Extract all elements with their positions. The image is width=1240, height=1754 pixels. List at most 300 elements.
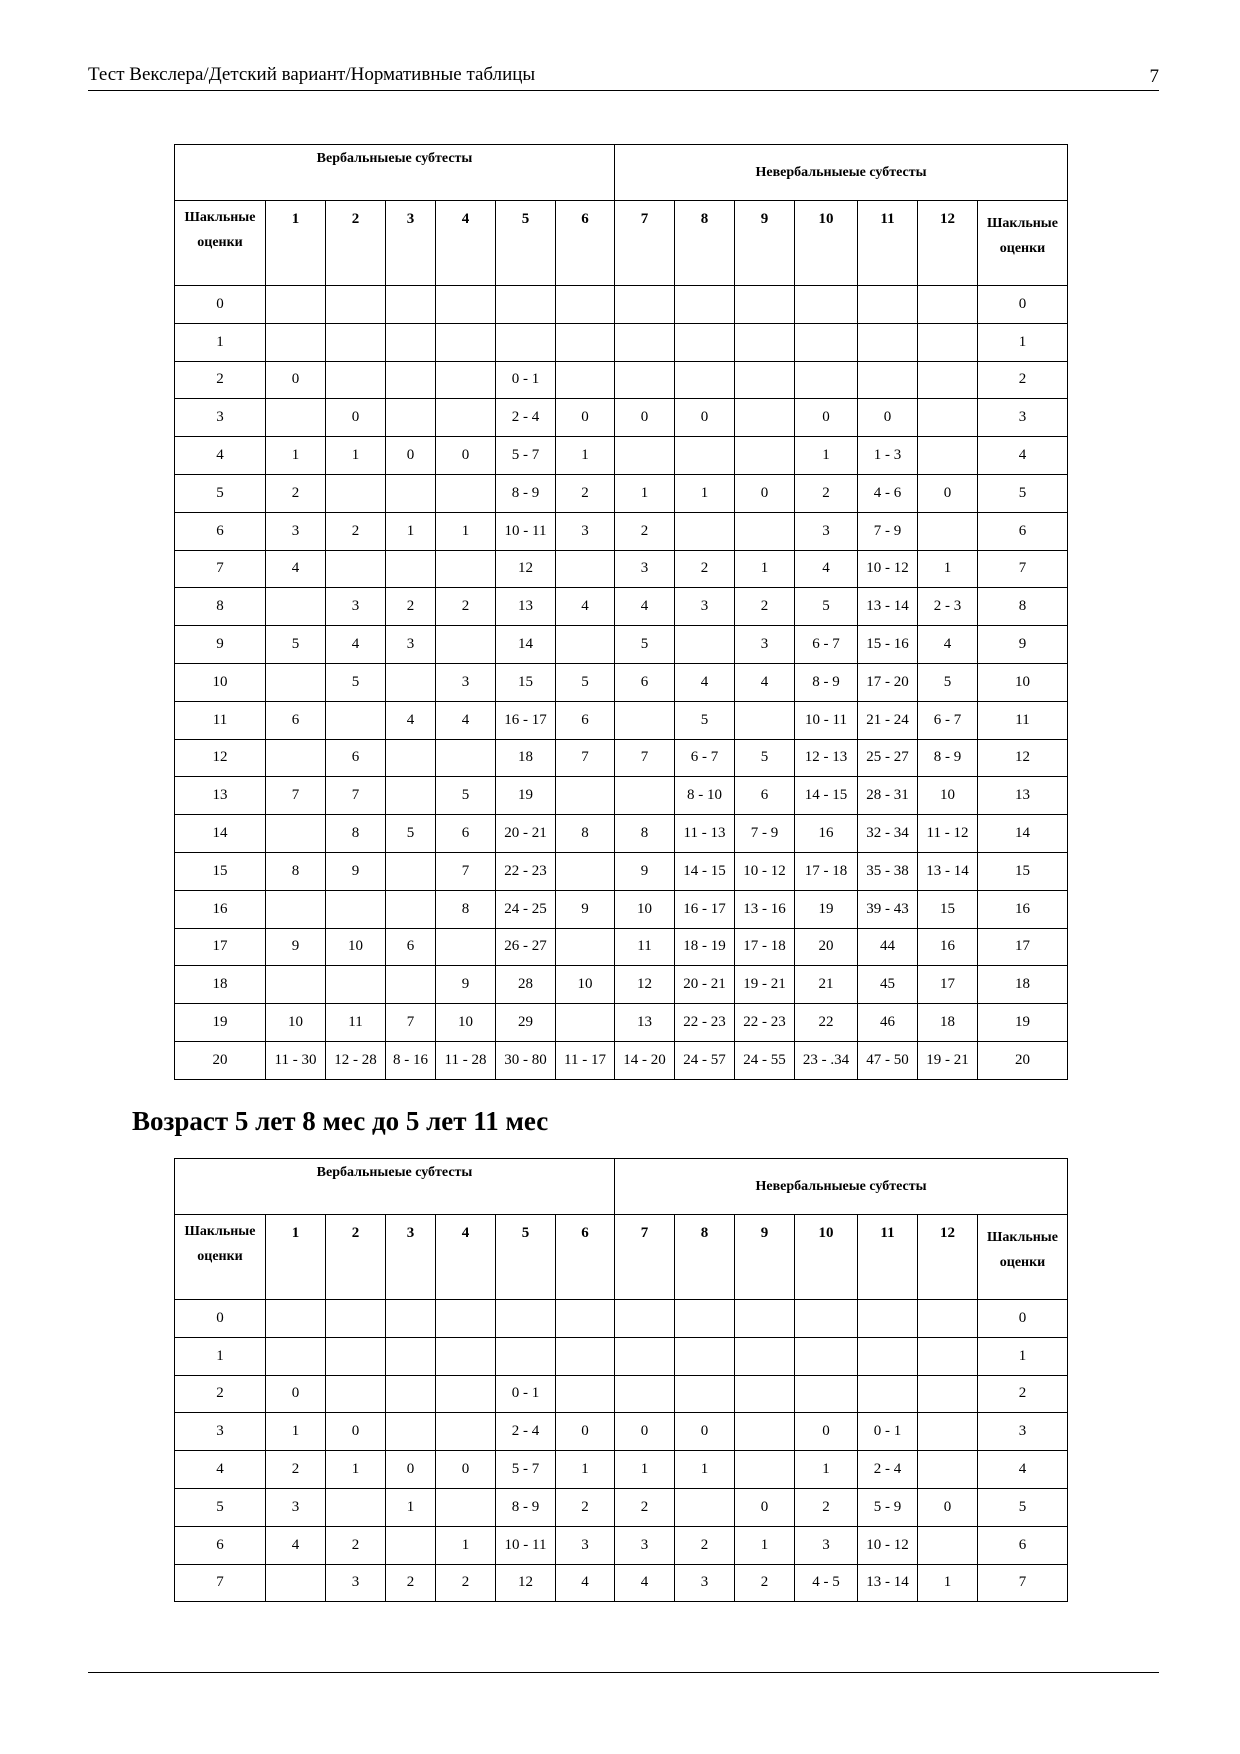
subtest-number: 12 — [918, 1215, 978, 1300]
raw-score-cell — [735, 1413, 795, 1451]
raw-score-cell — [556, 928, 615, 966]
raw-score-cell — [436, 1375, 496, 1413]
table-row — [175, 777, 1068, 815]
raw-score-cell — [386, 361, 436, 399]
raw-score-cell: 1 — [386, 1488, 436, 1526]
raw-score-cell: 5 — [795, 588, 858, 626]
raw-score-cell — [858, 1337, 918, 1375]
raw-score-cell — [615, 777, 675, 815]
subtest-number: 4 — [436, 1215, 496, 1300]
raw-score-cell: 26 - 27 — [496, 928, 556, 966]
scale-score-cell: 16 — [175, 890, 266, 928]
raw-score-cell: 14 - 15 — [795, 777, 858, 815]
raw-score-cell — [326, 1300, 386, 1338]
raw-score-cell: 10 - 12 — [858, 1526, 918, 1564]
raw-score-cell: 7 - 9 — [858, 512, 918, 550]
raw-score-cell: 6 — [556, 701, 615, 739]
raw-score-cell: 16 — [918, 928, 978, 966]
raw-score-cell: 0 — [675, 1413, 735, 1451]
table-row — [175, 1451, 1068, 1489]
raw-score-cell: 3 — [266, 512, 326, 550]
raw-score-cell: 4 — [386, 701, 436, 739]
header-title: Тест Векслера/Детский вариант/Нормативные таблицы — [88, 64, 536, 85]
raw-score-cell: 9 — [556, 890, 615, 928]
raw-score-cell — [436, 323, 496, 361]
raw-score-cell: 1 — [615, 1451, 675, 1489]
raw-score-cell: 1 — [735, 1526, 795, 1564]
table-row — [175, 626, 1068, 664]
raw-score-cell: 12 — [496, 1564, 556, 1602]
table-row — [175, 1413, 1068, 1451]
subtest-number: 9 — [735, 201, 795, 286]
raw-score-cell: 3 — [326, 1564, 386, 1602]
raw-score-cell — [436, 626, 496, 664]
raw-score-cell: 4 — [556, 1564, 615, 1602]
raw-score-cell — [675, 437, 735, 475]
raw-score-cell — [326, 890, 386, 928]
raw-score-cell: 17 - 20 — [858, 663, 918, 701]
raw-score-cell: 0 — [675, 399, 735, 437]
raw-score-cell — [386, 323, 436, 361]
raw-score-cell — [386, 1337, 436, 1375]
raw-score-cell — [735, 361, 795, 399]
raw-score-cell: 16 — [795, 815, 858, 853]
table-row — [175, 550, 1068, 588]
raw-score-cell: 5 — [386, 815, 436, 853]
table-row — [175, 1337, 1068, 1375]
scale-score-cell: 3 — [978, 399, 1068, 437]
raw-score-cell: 5 — [675, 701, 735, 739]
raw-score-cell: 0 — [795, 399, 858, 437]
raw-score-cell — [266, 966, 326, 1004]
raw-score-cell — [858, 323, 918, 361]
raw-score-cell — [675, 286, 735, 324]
raw-score-cell — [326, 701, 386, 739]
table-row — [175, 852, 1068, 890]
raw-score-cell — [436, 550, 496, 588]
raw-score-cell — [615, 361, 675, 399]
subtest-number: 2 — [326, 201, 386, 286]
raw-score-cell: 5 — [436, 777, 496, 815]
scale-score-cell: 1 — [175, 323, 266, 361]
raw-score-cell: 30 - 80 — [496, 1041, 556, 1079]
scale-score-cell: 5 — [978, 1488, 1068, 1526]
subtest-number: 3 — [386, 201, 436, 286]
table-row — [175, 701, 1068, 739]
raw-score-cell — [266, 890, 326, 928]
raw-score-cell: 3 — [795, 1526, 858, 1564]
raw-score-cell: 7 — [615, 739, 675, 777]
raw-score-cell: 2 — [326, 512, 386, 550]
raw-score-cell: 13 - 16 — [735, 890, 795, 928]
raw-score-cell: 4 — [795, 550, 858, 588]
raw-score-cell: 3 — [326, 588, 386, 626]
raw-score-cell — [496, 286, 556, 324]
subtest-number: 11 — [858, 1215, 918, 1300]
scale-score-cell: 8 — [978, 588, 1068, 626]
scale-score-cell: 2 — [175, 361, 266, 399]
raw-score-cell: 10 - 11 — [496, 512, 556, 550]
scale-score-cell: 20 — [175, 1041, 266, 1079]
raw-score-cell: 10 - 11 — [795, 701, 858, 739]
raw-score-cell: 8 - 9 — [918, 739, 978, 777]
raw-score-cell — [266, 1337, 326, 1375]
raw-score-cell — [858, 286, 918, 324]
scale-score-cell: 2 — [175, 1375, 266, 1413]
raw-score-cell — [675, 1375, 735, 1413]
scale-score-label: Шакльные оценки — [175, 201, 266, 286]
subtest-number: 1 — [266, 1215, 326, 1300]
raw-score-cell: 7 — [436, 852, 496, 890]
raw-score-cell: 2 — [735, 1564, 795, 1602]
subtest-number: 6 — [556, 1215, 615, 1300]
table-row — [175, 890, 1068, 928]
raw-score-cell — [556, 323, 615, 361]
scale-score-cell: 1 — [978, 323, 1068, 361]
scale-score-cell: 12 — [978, 739, 1068, 777]
raw-score-cell: 12 — [615, 966, 675, 1004]
raw-score-cell — [386, 890, 436, 928]
raw-score-cell: 7 — [386, 1004, 436, 1042]
raw-score-cell: 32 - 34 — [858, 815, 918, 853]
scale-score-cell: 16 — [978, 890, 1068, 928]
scale-score-cell: 3 — [978, 1413, 1068, 1451]
raw-score-cell: 18 — [918, 1004, 978, 1042]
raw-score-cell: 7 - 9 — [735, 815, 795, 853]
raw-score-cell: 0 — [326, 1413, 386, 1451]
raw-score-cell: 5 — [556, 663, 615, 701]
raw-score-cell: 2 — [326, 1526, 386, 1564]
raw-score-cell — [735, 437, 795, 475]
table-row — [175, 1041, 1068, 1079]
raw-score-cell: 0 - 1 — [496, 1375, 556, 1413]
raw-score-cell: 10 — [266, 1004, 326, 1042]
raw-score-cell: 2 — [386, 1564, 436, 1602]
raw-score-cell: 0 — [386, 437, 436, 475]
scale-score-cell: 7 — [978, 1564, 1068, 1602]
raw-score-cell: 5 — [615, 626, 675, 664]
raw-score-cell: 1 — [556, 1451, 615, 1489]
scale-score-cell: 4 — [978, 1451, 1068, 1489]
scale-score-cell: 7 — [978, 550, 1068, 588]
raw-score-cell — [386, 474, 436, 512]
raw-score-cell: 2 — [266, 474, 326, 512]
raw-score-cell — [735, 323, 795, 361]
raw-score-cell: 8 — [326, 815, 386, 853]
raw-score-cell: 12 - 28 — [326, 1041, 386, 1079]
raw-score-cell: 0 — [436, 1451, 496, 1489]
raw-score-cell — [556, 286, 615, 324]
raw-score-cell: 1 — [266, 437, 326, 475]
raw-score-cell: 10 — [556, 966, 615, 1004]
raw-score-cell: 2 — [795, 1488, 858, 1526]
raw-score-cell: 45 — [858, 966, 918, 1004]
table-row — [175, 1488, 1068, 1526]
scale-score-cell: 0 — [978, 1300, 1068, 1338]
raw-score-cell: 1 - 3 — [858, 437, 918, 475]
raw-score-cell — [386, 1375, 436, 1413]
raw-score-cell: 0 — [436, 437, 496, 475]
raw-score-cell — [615, 701, 675, 739]
subtest-number: 6 — [556, 201, 615, 286]
raw-score-cell: 5 - 9 — [858, 1488, 918, 1526]
raw-score-cell — [436, 286, 496, 324]
raw-score-cell — [326, 1375, 386, 1413]
raw-score-cell: 10 — [436, 1004, 496, 1042]
norms-table-2 — [174, 1158, 1068, 1602]
raw-score-cell — [386, 1413, 436, 1451]
scale-score-cell: 15 — [175, 852, 266, 890]
raw-score-cell: 8 - 9 — [496, 1488, 556, 1526]
table-row — [175, 1375, 1068, 1413]
raw-score-cell: 22 - 23 — [675, 1004, 735, 1042]
raw-score-cell: 1 — [326, 1451, 386, 1489]
raw-score-cell — [386, 1526, 436, 1564]
raw-score-cell — [675, 1300, 735, 1338]
table-row — [175, 1564, 1068, 1602]
raw-score-cell — [326, 361, 386, 399]
raw-score-cell: 3 — [675, 588, 735, 626]
raw-score-cell: 1 — [918, 1564, 978, 1602]
raw-score-cell: 1 — [556, 437, 615, 475]
raw-score-cell: 2 — [266, 1451, 326, 1489]
raw-score-cell: 19 - 21 — [918, 1041, 978, 1079]
page-header — [88, 60, 1159, 91]
raw-score-cell — [326, 286, 386, 324]
raw-score-cell: 2 — [436, 1564, 496, 1602]
raw-score-cell: 2 — [615, 1488, 675, 1526]
table-row — [175, 512, 1068, 550]
raw-score-cell — [918, 323, 978, 361]
raw-score-cell: 15 — [918, 890, 978, 928]
raw-score-cell: 35 - 38 — [858, 852, 918, 890]
scale-score-cell: 7 — [175, 550, 266, 588]
raw-score-cell — [556, 852, 615, 890]
raw-score-cell: 11 - 30 — [266, 1041, 326, 1079]
raw-score-cell: 3 — [266, 1488, 326, 1526]
table-row — [175, 361, 1068, 399]
raw-score-cell: 1 — [675, 474, 735, 512]
scale-score-cell: 6 — [175, 1526, 266, 1564]
raw-score-cell: 9 — [615, 852, 675, 890]
raw-score-cell — [436, 1488, 496, 1526]
raw-score-cell — [615, 1337, 675, 1375]
raw-score-cell: 0 — [795, 1413, 858, 1451]
raw-score-cell: 16 - 17 — [496, 701, 556, 739]
scale-score-cell: 4 — [175, 437, 266, 475]
table-row — [175, 323, 1068, 361]
raw-score-cell — [675, 1488, 735, 1526]
subtest-number: 7 — [615, 201, 675, 286]
raw-score-cell: 1 — [386, 512, 436, 550]
table-row — [175, 399, 1068, 437]
scale-score-cell: 9 — [978, 626, 1068, 664]
raw-score-cell: 5 — [266, 626, 326, 664]
raw-score-cell: 3 — [735, 626, 795, 664]
raw-score-cell — [266, 1300, 326, 1338]
raw-score-cell: 8 — [556, 815, 615, 853]
raw-score-cell — [918, 512, 978, 550]
raw-score-cell — [858, 1375, 918, 1413]
raw-score-cell — [795, 1337, 858, 1375]
raw-score-cell: 0 — [735, 1488, 795, 1526]
raw-score-cell: 2 — [386, 588, 436, 626]
subtest-number: 2 — [326, 1215, 386, 1300]
raw-score-cell: 13 - 14 — [858, 588, 918, 626]
raw-score-cell: 22 — [795, 1004, 858, 1042]
raw-score-cell: 4 — [266, 550, 326, 588]
raw-score-cell: 6 - 7 — [918, 701, 978, 739]
raw-score-cell: 1 — [436, 512, 496, 550]
raw-score-cell — [795, 361, 858, 399]
raw-score-cell: 44 — [858, 928, 918, 966]
raw-score-cell: 0 — [615, 399, 675, 437]
raw-score-cell — [266, 323, 326, 361]
scale-score-cell: 0 — [175, 1300, 266, 1338]
raw-score-cell: 0 - 1 — [858, 1413, 918, 1451]
raw-score-cell — [735, 1300, 795, 1338]
raw-score-cell: 46 — [858, 1004, 918, 1042]
raw-score-cell: 18 - 19 — [675, 928, 735, 966]
raw-score-cell: 1 — [735, 550, 795, 588]
table-row — [175, 588, 1068, 626]
scale-score-label-right: Шакльные оценки — [978, 201, 1068, 286]
raw-score-cell — [735, 1337, 795, 1375]
raw-score-cell: 3 — [556, 512, 615, 550]
raw-score-cell — [326, 1488, 386, 1526]
raw-score-cell — [735, 286, 795, 324]
raw-score-cell — [918, 437, 978, 475]
raw-score-cell: 11 — [326, 1004, 386, 1042]
raw-score-cell — [386, 550, 436, 588]
subtest-number: 1 — [266, 201, 326, 286]
raw-score-cell — [858, 361, 918, 399]
raw-score-cell: 5 - 7 — [496, 1451, 556, 1489]
raw-score-cell: 0 — [615, 1413, 675, 1451]
raw-score-cell — [918, 1451, 978, 1489]
raw-score-cell: 2 - 4 — [858, 1451, 918, 1489]
raw-score-cell: 3 — [795, 512, 858, 550]
raw-score-cell: 1 — [795, 437, 858, 475]
raw-score-cell: 11 — [615, 928, 675, 966]
raw-score-cell: 19 — [795, 890, 858, 928]
raw-score-cell — [266, 286, 326, 324]
raw-score-cell — [386, 966, 436, 1004]
scale-score-cell: 10 — [175, 663, 266, 701]
raw-score-cell — [556, 1004, 615, 1042]
raw-score-cell — [918, 1526, 978, 1564]
raw-score-cell — [918, 361, 978, 399]
raw-score-cell: 2 — [735, 588, 795, 626]
raw-score-cell — [266, 1564, 326, 1602]
scale-score-cell: 19 — [175, 1004, 266, 1042]
raw-score-cell: 3 — [556, 1526, 615, 1564]
raw-score-cell: 15 — [496, 663, 556, 701]
footer-rule — [88, 1672, 1159, 1673]
scale-score-cell: 14 — [978, 815, 1068, 853]
raw-score-cell — [795, 1375, 858, 1413]
raw-score-cell: 8 - 16 — [386, 1041, 436, 1079]
raw-score-cell: 1 — [675, 1451, 735, 1489]
scale-score-cell: 6 — [175, 512, 266, 550]
raw-score-cell — [918, 1300, 978, 1338]
verbal-subtests-header: Вербальныеые субтесты — [175, 1159, 615, 1215]
page-number: 7 — [1149, 66, 1159, 87]
raw-score-cell — [386, 663, 436, 701]
raw-score-cell: 39 - 43 — [858, 890, 918, 928]
subtest-number: 12 — [918, 201, 978, 286]
raw-score-cell — [918, 1337, 978, 1375]
subtest-number: 8 — [675, 1215, 735, 1300]
scale-score-cell: 7 — [175, 1564, 266, 1602]
raw-score-cell: 0 — [386, 1451, 436, 1489]
table-row — [175, 739, 1068, 777]
scale-score-cell: 11 — [978, 701, 1068, 739]
raw-score-cell — [326, 550, 386, 588]
scale-score-cell: 15 — [978, 852, 1068, 890]
subtest-number: 11 — [858, 201, 918, 286]
raw-score-cell: 11 - 17 — [556, 1041, 615, 1079]
scale-score-cell: 9 — [175, 626, 266, 664]
raw-score-cell: 7 — [266, 777, 326, 815]
raw-score-cell: 22 - 23 — [735, 1004, 795, 1042]
raw-score-cell: 20 - 21 — [675, 966, 735, 1004]
raw-score-cell — [436, 928, 496, 966]
raw-score-cell — [858, 1300, 918, 1338]
scale-score-label: Шакльные оценки — [175, 1215, 266, 1300]
raw-score-cell: 7 — [556, 739, 615, 777]
age-section-heading: Возраст 5 лет 8 мес до 5 лет 11 мес — [132, 1106, 549, 1136]
table-row — [175, 1300, 1068, 1338]
raw-score-cell — [918, 1375, 978, 1413]
raw-score-cell — [436, 361, 496, 399]
raw-score-cell: 9 — [266, 928, 326, 966]
raw-score-cell: 8 — [436, 890, 496, 928]
raw-score-cell: 10 - 11 — [496, 1526, 556, 1564]
raw-score-cell: 6 — [735, 777, 795, 815]
raw-score-cell: 15 - 16 — [858, 626, 918, 664]
raw-score-cell: 3 — [675, 1564, 735, 1602]
raw-score-cell — [436, 1337, 496, 1375]
raw-score-cell: 4 — [266, 1526, 326, 1564]
raw-score-cell: 20 — [795, 928, 858, 966]
raw-score-cell: 2 — [795, 474, 858, 512]
raw-score-cell — [615, 437, 675, 475]
raw-score-cell: 21 — [795, 966, 858, 1004]
raw-score-cell: 10 - 12 — [858, 550, 918, 588]
raw-score-cell — [615, 323, 675, 361]
raw-score-cell: 13 — [615, 1004, 675, 1042]
raw-score-cell — [735, 512, 795, 550]
raw-score-cell: 0 — [918, 474, 978, 512]
table-row — [175, 286, 1068, 324]
raw-score-cell: 8 - 9 — [496, 474, 556, 512]
subtest-number: 10 — [795, 201, 858, 286]
raw-score-cell: 2 - 3 — [918, 588, 978, 626]
scale-score-cell: 10 — [978, 663, 1068, 701]
raw-score-cell — [386, 739, 436, 777]
raw-score-cell — [735, 399, 795, 437]
raw-score-cell — [795, 1300, 858, 1338]
nonverbal-subtests-header: Невербальныеые субтесты — [615, 1159, 1068, 1215]
raw-score-cell — [795, 286, 858, 324]
scale-score-cell: 4 — [175, 1451, 266, 1489]
raw-score-cell — [386, 852, 436, 890]
subtest-number: 7 — [615, 1215, 675, 1300]
raw-score-cell: 4 — [556, 588, 615, 626]
subtest-number: 4 — [436, 201, 496, 286]
raw-score-cell: 14 - 15 — [675, 852, 735, 890]
